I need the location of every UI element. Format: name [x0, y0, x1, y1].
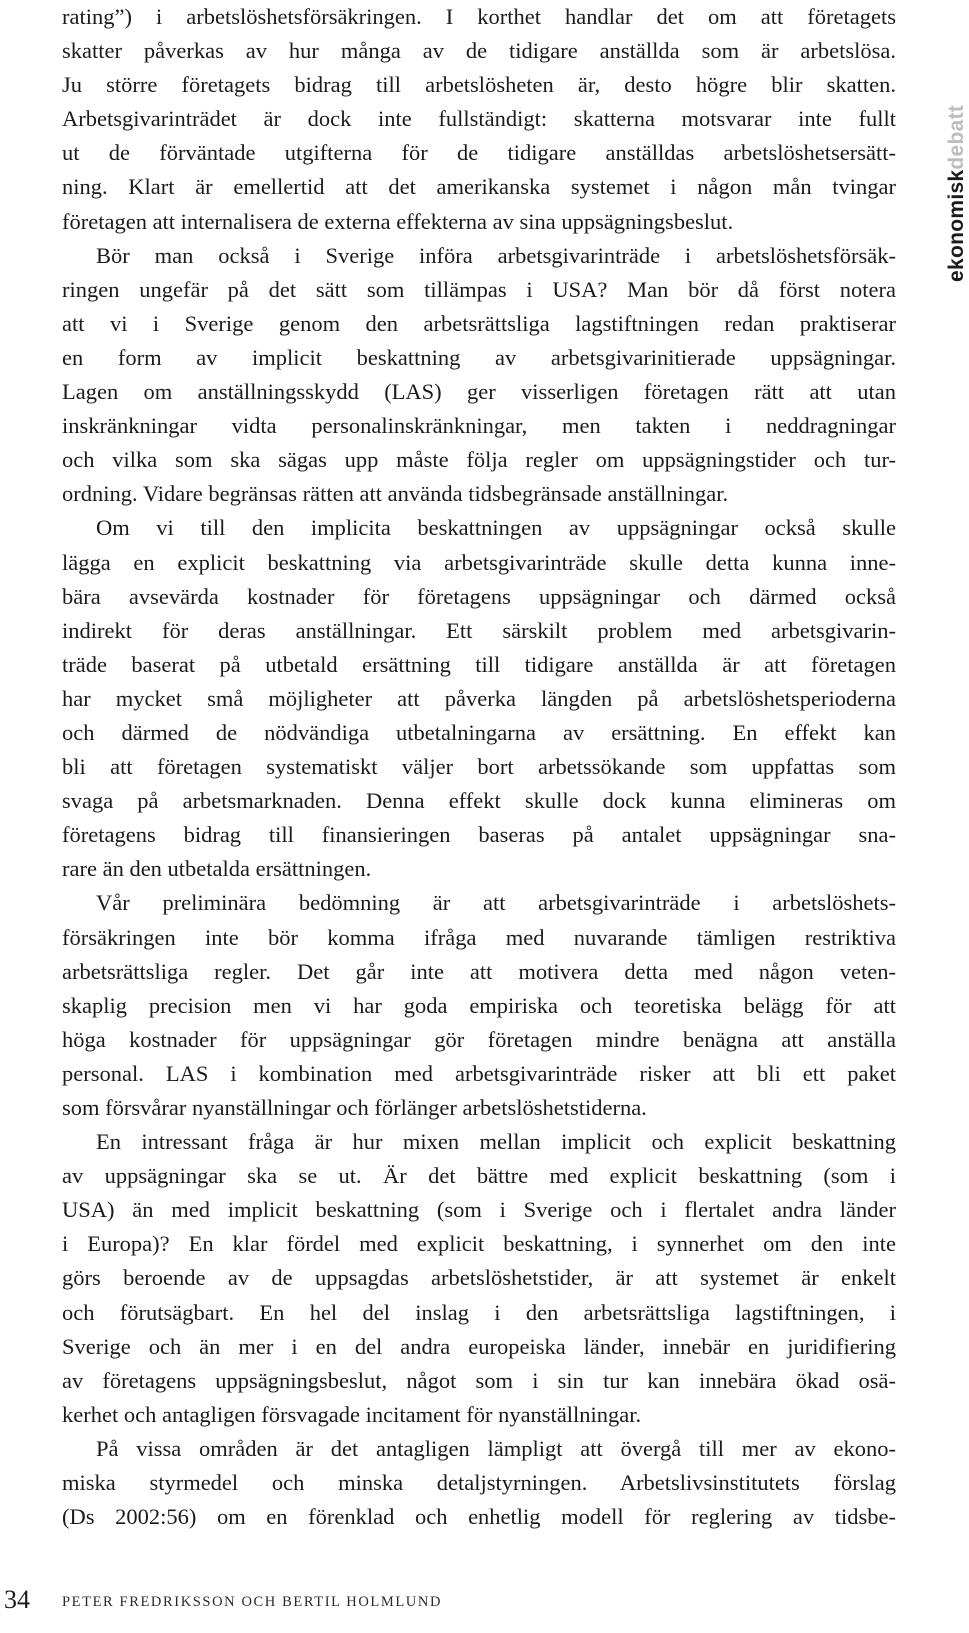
text-line: att vi i Sverige genom den arbetsrättsliga lagstiftningen redan praktiserar — [62, 310, 896, 336]
text-line: Sverige och än mer i en del andra europeiska länder, innebär en juridifiering — [62, 1333, 896, 1359]
text-line: ut de förväntade utgifterna för de tidigare anställdas arbetslöshetsersätt- — [62, 140, 896, 166]
text-line: företagens bidrag till finansieringen baseras på antalet uppsägningar sna- — [62, 822, 896, 848]
text-line: indirekt för deras anställningar. Ett särskilt problem med arbetsgivarin- — [62, 617, 896, 643]
body-text — [62, 0, 896, 1534]
text-line: av företagens uppsägningsbeslut, något som i sin tur kan innebära ökad osä- — [62, 1367, 896, 1393]
text-line: ringen ungefär på det sätt som tillämpas i USA? Man bör då först notera — [62, 276, 896, 302]
journal-name-strong: ekonomisk — [945, 169, 968, 282]
text-line: ning. Klart är emellertid att det amerikanska systemet i någon mån tvingar — [62, 174, 896, 200]
text-line: miska styrmedel och minska detaljstyrningen. Arbetslivsinstitutets förslag — [62, 1470, 896, 1496]
text-line: inskränkningar vidta personalinskränkningar, men takten i neddragningar — [62, 413, 896, 439]
text-line: görs beroende av de uppsagdas arbetslöshetstider, är att systemet är enkelt — [62, 1265, 896, 1291]
text-line: rating”) i arbetslöshetsförsäkringen. I korthet handlar det om att företagets — [62, 4, 896, 29]
text-line: bli att företagen systematiskt väljer bort arbetssökande som uppfattas som — [62, 754, 896, 780]
text-line: rare än den utbetalda ersättningen. — [62, 856, 372, 882]
text-line: Bör man också i Sverige införa arbetsgivarinträde i arbetslöshetsförsäk- — [96, 242, 896, 268]
text-line: och vilka som ska sägas upp måste följa regler om uppsägningstider och tur- — [62, 447, 896, 473]
text-line: av uppsägningar ska se ut. Är det bättre med explicit beskattning (som i — [62, 1163, 896, 1189]
text-line: i Europa)? En klar fördel med explicit beskattning, i synnerhet om den inte — [62, 1231, 896, 1257]
text-line: höga kostnader för uppsägningar gör företagen mindre benägna att anställa — [62, 1026, 896, 1052]
text-line: skatter påverkas av hur många av de tidigare anställda som är arbetslösa. — [62, 38, 896, 64]
text-line: och därmed de nödvändiga utbetalningarna av ersättning. En effekt kan — [62, 719, 896, 745]
text-line: har mycket små möjligheter att påverka längden på arbetslöshetsperioderna — [62, 685, 896, 711]
page-number: 34 — [4, 1585, 30, 1614]
text-line: som försvårar nyanställningar och förlänger arbetslöshetstiderna. — [62, 1095, 647, 1120]
text-line: Lagen om anställningsskydd (LAS) ger visserligen företagen rätt att utan — [62, 379, 896, 405]
text-line: lägga en explicit beskattning via arbetsgivarinträde skulle detta kunna inne- — [62, 549, 896, 575]
journal-side-label — [945, 105, 969, 282]
text-line: Arbetsgivarinträdet är dock inte fullständigt: skatterna motsvarar inte fullt — [62, 106, 896, 132]
text-line: träde baserat på utbetald ersättning till tidigare anställda är att företagen — [62, 651, 896, 677]
journal-name-light: debatt — [945, 104, 968, 170]
text-line: Vår preliminära bedömning är att arbetsgivarinträde i arbetslöshets- — [96, 890, 896, 916]
text-line: USA) än med implicit beskattning (som i Sverige och i flertalet andra länder — [62, 1197, 896, 1223]
text-line: Ju större företagets bidrag till arbetslösheten är, desto högre blir skatten. — [62, 72, 896, 98]
text-line: En intressant fråga är hur mixen mellan implicit och explicit beskattning — [96, 1129, 896, 1155]
text-line: skaplig precision men vi har goda empiriska och teoretiska belägg för att — [62, 992, 896, 1018]
text-line: På vissa områden är det antagligen lämpligt att övergå till mer av ekono- — [96, 1435, 896, 1461]
text-line: och förutsägbart. En hel del inslag i den arbetsrättsliga lagstiftningen, i — [62, 1299, 896, 1325]
text-line: försäkringen inte bör komma ifråga med nuvarande tämligen restriktiva — [62, 924, 896, 950]
text-line: ordning. Vidare begränsas rätten att använda tidsbegränsade anställningar. — [62, 481, 729, 507]
text-line: Om vi till den implicita beskattningen av uppsägningar också skulle — [96, 515, 896, 541]
running-footer-authors: PETER FREDRIKSSON OCH BERTIL HOLMLUND — [62, 1594, 443, 1610]
text-line: en form av implicit beskattning av arbetsgivarinitierade uppsägningar. — [62, 344, 896, 370]
text-line: (Ds 2002:56) om en förenklad och enhetlig modell för reglering av tidsbe- — [62, 1504, 896, 1530]
text-line: bära avsevärda kostnader för företagens uppsägningar och därmed också — [62, 583, 896, 609]
text-line: kerhet och antagligen försvagade incitament för nyanställningar. — [62, 1401, 642, 1427]
text-line: personal. LAS i kombination med arbetsgivarinträde risker att bli ett paket — [62, 1060, 896, 1086]
text-line: arbetsrättsliga regler. Det går inte att motivera detta med någon veten- — [62, 958, 896, 984]
text-line: svaga på arbetsmarknaden. Denna effekt skulle dock kunna elimineras om — [62, 788, 896, 814]
text-line: företagen att internalisera de externa effekterna av sina uppsägningsbeslut. — [62, 208, 734, 234]
